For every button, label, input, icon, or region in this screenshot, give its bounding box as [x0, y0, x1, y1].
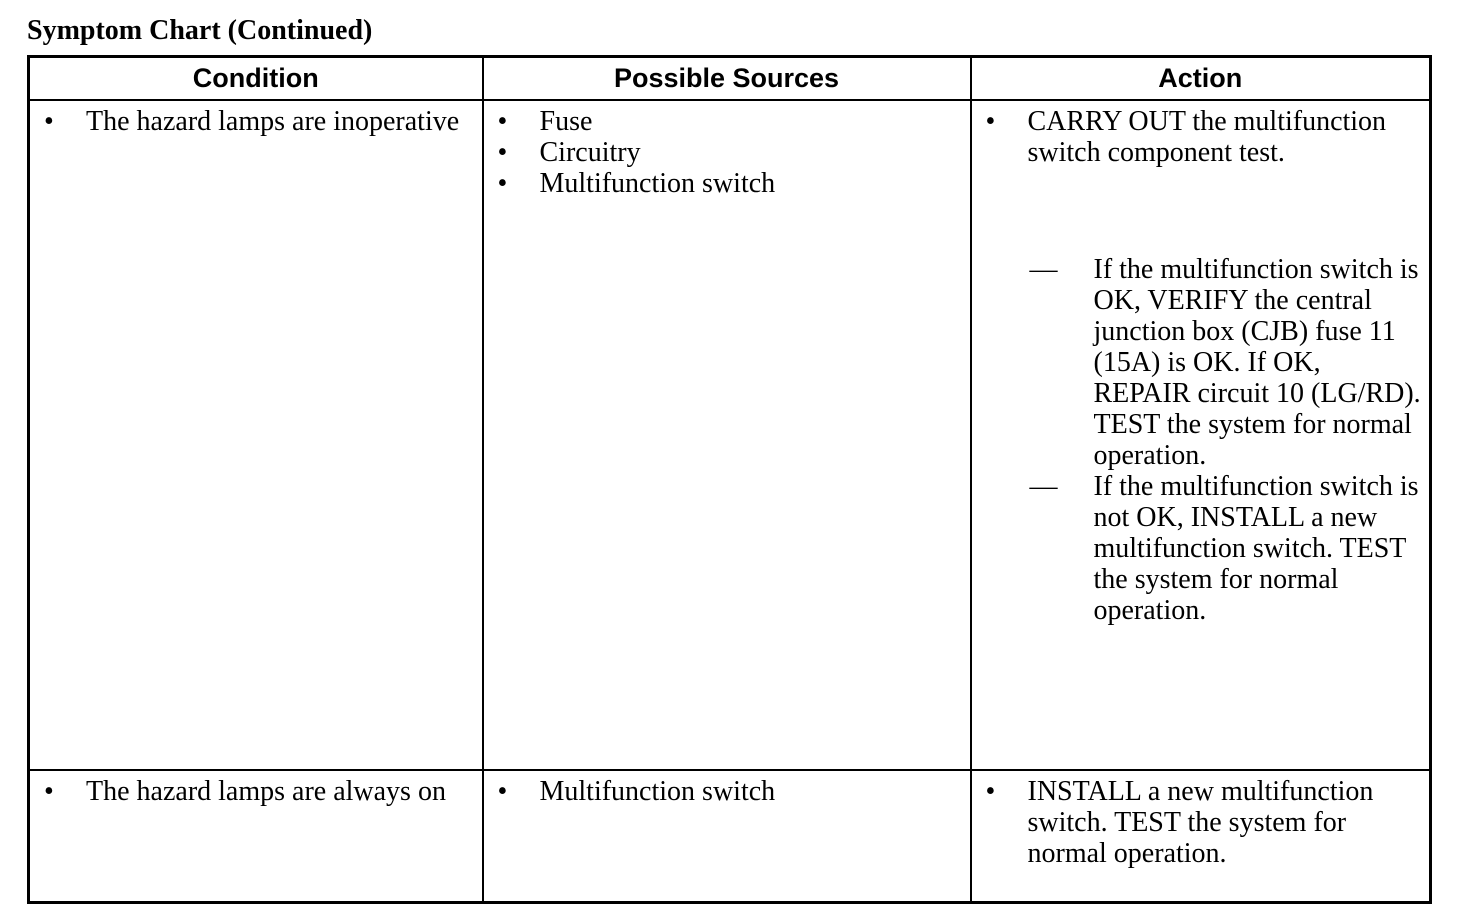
page-title: Symptom Chart (Continued) — [27, 15, 373, 46]
sub-action-item: — If the multifunction switch is OK, VERIFY the central junction box (CJB) fuse 11 (15A) is OK. If OK, REPAIR circuit 10 (LG/RD). TEST the system for normal operation. — [972, 254, 1430, 471]
table-header-row — [29, 57, 1431, 101]
table-row — [29, 100, 1431, 770]
sources-cell — [483, 770, 971, 903]
table-row — [29, 770, 1431, 903]
source-item: • Multifunction switch — [484, 776, 970, 807]
source-item: • Fuse — [484, 106, 970, 137]
action-cell — [971, 770, 1431, 903]
header-possible-sources: Possible Sources — [483, 57, 971, 101]
symptom-table — [27, 55, 1432, 904]
condition-cell — [29, 770, 483, 903]
condition-cell — [29, 100, 483, 770]
sub-action-item: — If the multifunction switch is not OK, INSTALL a new multifunction switch. TEST the system for normal operation. — [972, 471, 1430, 626]
condition-item: • The hazard lamps are inoperative — [30, 106, 482, 137]
action-item: • INSTALL a new multifunction switch. TEST the system for normal operation. — [972, 776, 1430, 869]
action-item: • CARRY OUT the multifunction switch component test. — [972, 106, 1430, 168]
action-cell — [971, 100, 1431, 770]
source-item: • Multifunction switch — [484, 168, 970, 199]
source-item: • Circuitry — [484, 137, 970, 168]
header-action: Action — [971, 57, 1431, 101]
condition-item: • The hazard lamps are always on — [30, 776, 482, 807]
header-condition: Condition — [29, 57, 483, 101]
sources-cell — [483, 100, 971, 770]
